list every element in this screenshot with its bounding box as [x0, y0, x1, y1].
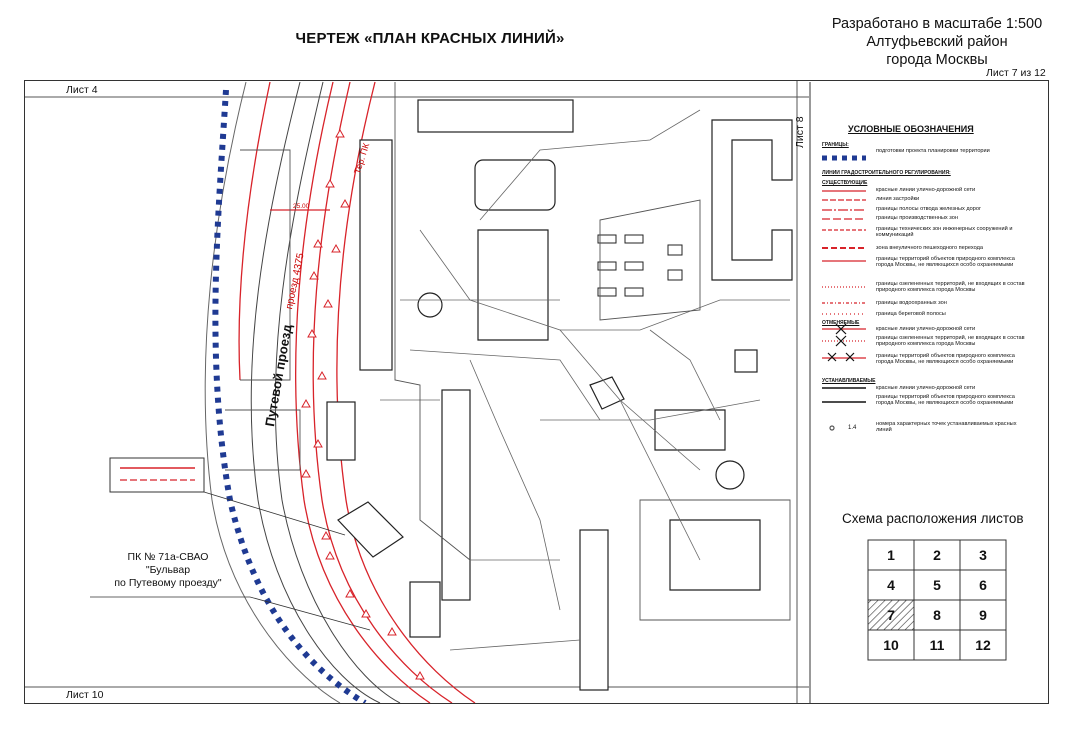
legend-cancelled-item: красные линии улично-дорожной сети	[876, 326, 976, 332]
sheet-number: Лист 7 из 12	[986, 67, 1046, 79]
parking-rows	[598, 235, 682, 296]
sheet-cell-6[interactable]: 6	[979, 577, 987, 593]
kiosk-east	[735, 350, 757, 372]
dimension-label: 25.00	[293, 203, 310, 210]
sheet-cell-11[interactable]: 11	[929, 637, 945, 653]
legend-existing-item: границы полосы отвода железных дорог	[876, 206, 982, 212]
building-north	[418, 100, 573, 132]
legend-existing-item: границы территорий объектов природного комплекса города Москвы, не являющихся особо охраняемыми	[876, 256, 1015, 269]
redline-sample-callout	[90, 458, 370, 630]
adjacent-sheet-right: Лист 8	[794, 116, 806, 148]
legend-existing-item: границы водоохранных зон	[876, 300, 947, 306]
sheet-cell-1[interactable]: 1	[887, 547, 895, 563]
sheet-cell-4[interactable]: 4	[887, 577, 895, 593]
building-long-center	[442, 390, 470, 600]
legend-established-item: границы территорий объектов природного комплекса города Москвы, не являющихся особо охраняемыми	[876, 394, 1015, 407]
sheet-layout-title: Схема расположения листов	[842, 511, 1024, 526]
title-stamp	[812, 15, 1062, 69]
legend-cancelled-item: границы территорий объектов природного комплекса города Москвы, не являющихся особо охраняемыми	[876, 353, 1015, 366]
sheet-cell-12[interactable]: 12	[975, 637, 991, 653]
territory-label: Тер. ПК	[352, 141, 372, 176]
legend-point-item: номера характерных точек устанавливаемых красных линий	[876, 421, 1017, 434]
buildings	[327, 100, 792, 690]
legend-existing-item: границы производственных зон	[876, 215, 958, 221]
street-label-main: Путевой проезд	[262, 323, 295, 428]
sports-field	[475, 160, 555, 210]
building-east-complex	[712, 120, 792, 280]
building-central-outline	[478, 230, 548, 340]
legend-title: УСЛОВНЫЕ ОБОЗНАЧЕНИЯ	[848, 124, 974, 134]
scale-note: Разработано в масштабе 1:500	[831, 16, 1043, 32]
sheet-cell-10[interactable]: 10	[883, 637, 899, 653]
red-line-4	[239, 82, 270, 380]
building-east-mid	[655, 410, 725, 450]
street-label-secondary: проезд 4375	[284, 252, 307, 311]
legend-existing-item: зона внеуличного пешеходного перехода	[876, 245, 983, 251]
legend-existing-item: линия застройки	[876, 196, 920, 202]
legend-point-number: 1.4	[848, 425, 857, 431]
page-title: ЧЕРТЕЖ «ПЛАН КРАСНЫХ ЛИНИЙ»	[295, 30, 565, 47]
pk-line-2: "Бульвар	[145, 564, 191, 576]
legend-border-item: подготовки проекта планировки территории	[876, 148, 990, 154]
sheet-cell-8[interactable]: 8	[933, 607, 941, 623]
legend-cat-established: УСТАНАВЛИВАЕМЫЕ	[822, 378, 876, 384]
pavilion-center	[590, 377, 624, 409]
legend-cancelled-item: границы озелененных территорий, не входящих в состав природного комплекса города Москвы	[876, 335, 1025, 348]
pk-line-1: ПК № 71а-СВАО	[127, 551, 209, 563]
building-west-small	[327, 402, 355, 460]
legend-cat-cancelled: ОТМЕНЯЕМЫЕ	[822, 320, 860, 326]
sheet-cell-3[interactable]: 3	[979, 547, 987, 563]
adjacent-sheet-bottom: Лист 10	[66, 689, 104, 701]
sheet-cell-2[interactable]: 2	[933, 547, 941, 563]
adjacent-sheet-top: Лист 4	[66, 84, 98, 96]
legend-existing-item: границы технических зон инженерных сооружений и коммуникаций	[876, 226, 1013, 239]
city-name: города Москвы	[886, 52, 988, 68]
building-southeast	[670, 520, 760, 590]
pk-line-3: по Путевому проезду"	[114, 577, 222, 589]
legend-cat-lines: ЛИНИИ ГРАДОСТРОИТЕЛЬНОГО РЕГУЛИРОВАНИЯ:	[822, 170, 951, 176]
round-structure	[418, 293, 442, 317]
legend-cat-borders: ГРАНИЦЫ:	[822, 142, 849, 148]
building-long-south	[580, 530, 608, 690]
sheet-cell-7-current[interactable]: 7	[887, 607, 895, 623]
legend-cat-existing: СУЩЕСТВУЮЩИЕ	[822, 180, 868, 186]
legend-existing-item: красные линии улично-дорожной сети	[876, 187, 976, 193]
building-southwest	[410, 582, 440, 637]
district-name: Алтуфьевский район	[866, 34, 1008, 50]
sheet-cell-5[interactable]: 5	[933, 577, 941, 593]
sheet-cell-9[interactable]: 9	[979, 607, 987, 623]
legend-established-item: красные линии улично-дорожной сети	[876, 385, 976, 391]
building-long-west	[360, 140, 392, 370]
legend-existing-item: границы озелененных территорий, не входящих в состав природного комплекса города Москвы	[876, 281, 1025, 294]
round-structure-east	[716, 461, 744, 489]
legend-existing-item: граница береговой полосы	[876, 311, 946, 317]
pk-callout-label	[88, 551, 248, 590]
